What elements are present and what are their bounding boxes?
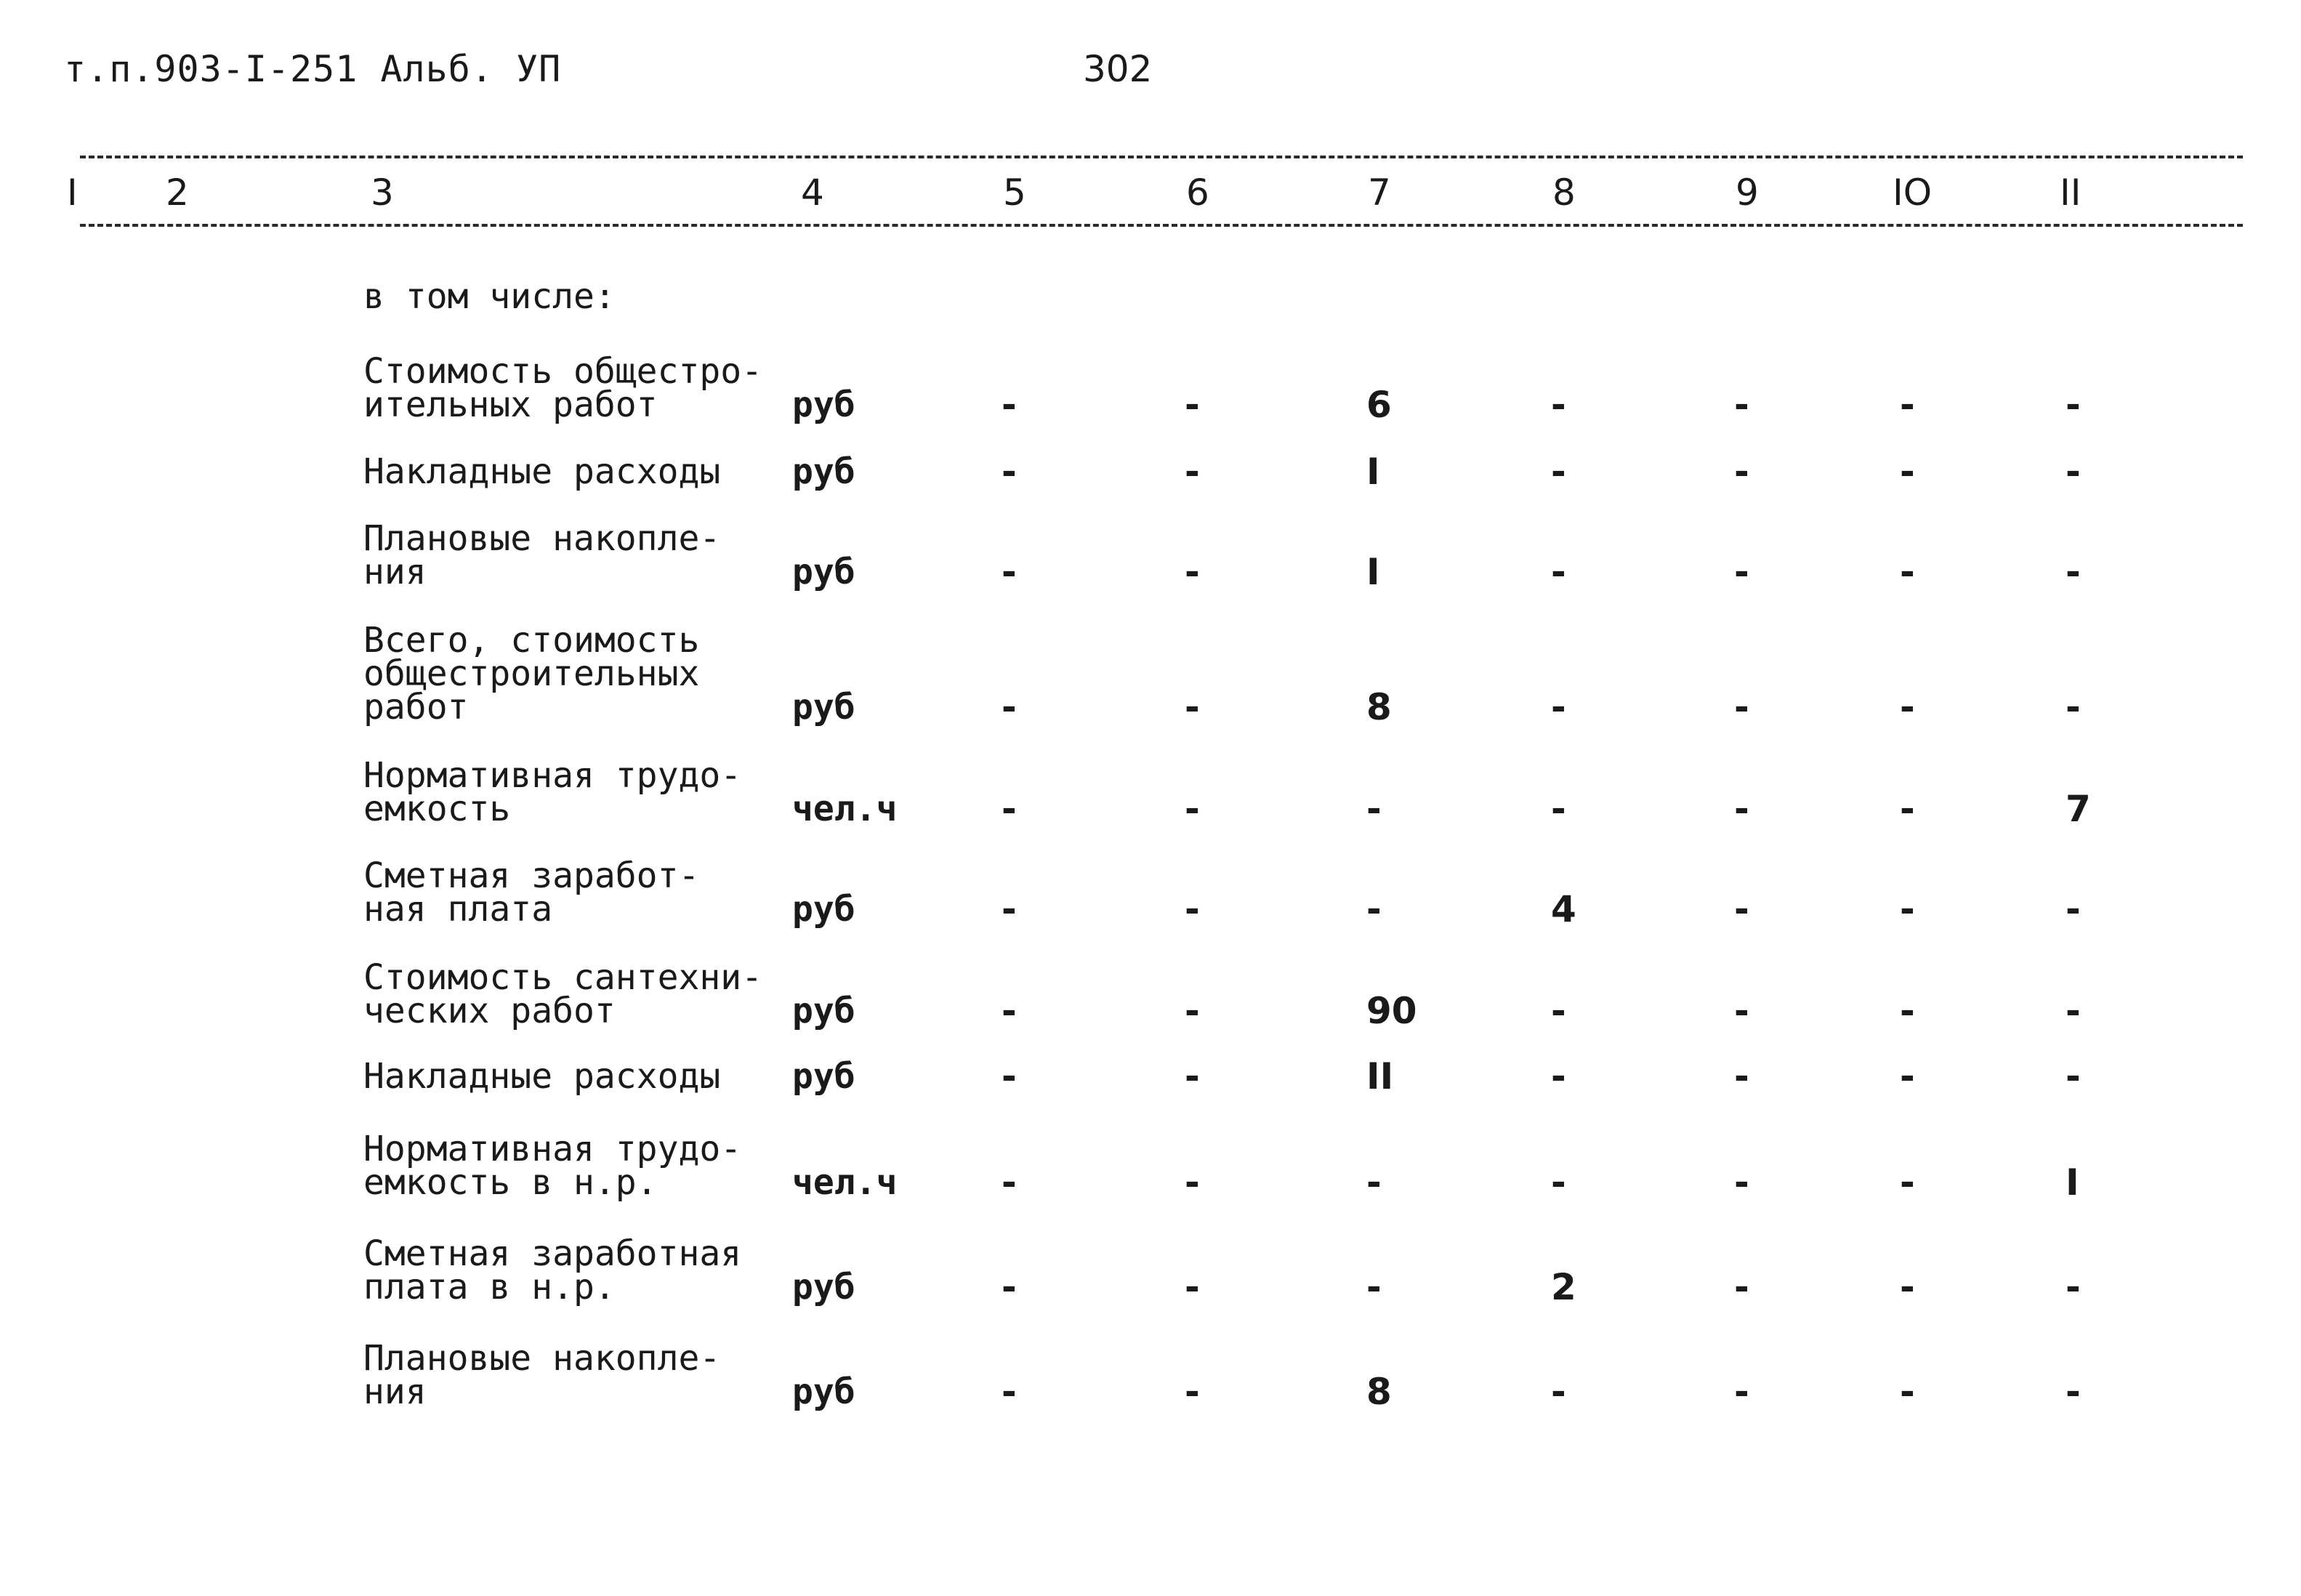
column-number-3: 3 bbox=[371, 172, 394, 214]
cell-col-11: - bbox=[2066, 384, 2081, 426]
cell-col-7: I bbox=[1366, 551, 1380, 593]
cell-col-8: - bbox=[1551, 1055, 1566, 1097]
cell-col-7: 8 bbox=[1366, 1371, 1392, 1413]
row-description: Всего, стоимость общестроительных работ bbox=[363, 620, 700, 728]
cell-col-10: - bbox=[1900, 1371, 1915, 1413]
cell-col-11: - bbox=[2066, 990, 2081, 1032]
cell-col-9: - bbox=[1734, 990, 1749, 1032]
table-header-bottom-rule bbox=[80, 224, 2243, 227]
column-number-2: 2 bbox=[166, 172, 189, 214]
cell-col-8: - bbox=[1551, 551, 1566, 593]
row-description: Стоимость общестро- ительных работ bbox=[363, 351, 763, 425]
table-row bbox=[0, 755, 2301, 830]
cell-col-10: - bbox=[1900, 451, 1915, 493]
table-row bbox=[0, 957, 2301, 1032]
cell-col-8: - bbox=[1551, 451, 1566, 493]
cell-col-11: - bbox=[2066, 888, 2081, 930]
cell-col-11: - bbox=[2066, 1055, 2081, 1097]
row-unit: чел.ч bbox=[792, 789, 898, 829]
cell-col-8: 2 bbox=[1551, 1266, 1576, 1308]
column-number-5: 5 bbox=[1003, 172, 1026, 214]
table-row bbox=[0, 620, 2301, 728]
table-row bbox=[0, 1049, 2301, 1097]
column-number-9: 9 bbox=[1736, 172, 1759, 214]
column-number-11: II bbox=[2060, 172, 2082, 214]
row-description: Накладные расходы bbox=[363, 1056, 721, 1097]
table-row bbox=[0, 1338, 2301, 1413]
row-unit: руб bbox=[792, 889, 855, 930]
cell-col-9: - bbox=[1734, 788, 1749, 830]
cell-col-6: - bbox=[1185, 551, 1200, 593]
cell-col-5: - bbox=[1002, 451, 1017, 493]
table-row bbox=[0, 855, 2301, 930]
row-description: Стоимость сантехни- ческих работ bbox=[363, 957, 763, 1031]
cell-col-9: - bbox=[1734, 1161, 1749, 1204]
cell-col-5: - bbox=[1002, 888, 1017, 930]
cell-col-10: - bbox=[1900, 1266, 1915, 1308]
cell-col-5: - bbox=[1002, 686, 1017, 728]
cell-col-11: - bbox=[2066, 1371, 2081, 1413]
cell-col-8: - bbox=[1551, 1371, 1566, 1413]
cell-col-7: 8 bbox=[1366, 686, 1392, 728]
cell-col-7: - bbox=[1366, 1161, 1382, 1204]
cell-col-6: - bbox=[1185, 990, 1200, 1032]
row-description: Плановые накопле- ния bbox=[363, 518, 721, 592]
cell-col-7: - bbox=[1366, 1266, 1382, 1308]
cell-col-6: - bbox=[1185, 451, 1200, 493]
row-description: Нормативная трудо- емкость в н.р. bbox=[363, 1129, 742, 1203]
row-description: Сметная заработная плата в н.р. bbox=[363, 1233, 742, 1307]
row-unit: руб bbox=[792, 1371, 855, 1412]
cell-col-10: - bbox=[1900, 384, 1915, 426]
cell-col-7: 90 bbox=[1366, 990, 1417, 1032]
cell-col-9: - bbox=[1734, 551, 1749, 593]
row-unit: руб bbox=[792, 1056, 855, 1097]
table-row bbox=[0, 445, 2301, 493]
cell-col-5: - bbox=[1002, 551, 1017, 593]
table-row bbox=[0, 1129, 2301, 1204]
cell-col-9: - bbox=[1734, 1266, 1749, 1308]
table-row bbox=[0, 518, 2301, 593]
cell-col-6: - bbox=[1185, 888, 1200, 930]
cell-col-10: - bbox=[1900, 1055, 1915, 1097]
cell-col-11: - bbox=[2066, 686, 2081, 728]
cell-col-10: - bbox=[1900, 990, 1915, 1032]
cell-col-6: - bbox=[1185, 1371, 1200, 1413]
row-description: Нормативная трудо- емкость bbox=[363, 755, 742, 829]
cell-col-10: - bbox=[1900, 1161, 1915, 1204]
cell-col-8: - bbox=[1551, 1161, 1566, 1204]
cell-col-11: - bbox=[2066, 551, 2081, 593]
table-header-top-rule bbox=[80, 156, 2243, 158]
cell-col-9: - bbox=[1734, 686, 1749, 728]
row-unit: руб bbox=[792, 991, 855, 1031]
cell-col-9: - bbox=[1734, 1055, 1749, 1097]
cell-col-7: I bbox=[1366, 451, 1380, 493]
cell-col-5: - bbox=[1002, 1266, 1017, 1308]
cell-col-9: - bbox=[1734, 384, 1749, 426]
document-reference: т.п.903-I-251 Альб. УП bbox=[64, 48, 562, 90]
cell-col-7: II bbox=[1366, 1055, 1394, 1097]
column-number-4: 4 bbox=[801, 172, 824, 214]
cell-col-5: - bbox=[1002, 1055, 1017, 1097]
row-unit: руб bbox=[792, 1267, 855, 1307]
cell-col-8: - bbox=[1551, 686, 1566, 728]
cell-col-11: - bbox=[2066, 451, 2081, 493]
cell-col-6: - bbox=[1185, 1266, 1200, 1308]
cell-col-10: - bbox=[1900, 686, 1915, 728]
cell-col-11: - bbox=[2066, 1266, 2081, 1308]
cell-col-10: - bbox=[1900, 551, 1915, 593]
cell-col-5: - bbox=[1002, 384, 1017, 426]
column-number-8: 8 bbox=[1552, 172, 1576, 214]
cell-col-11: 7 bbox=[2066, 788, 2091, 830]
cell-col-6: - bbox=[1185, 686, 1200, 728]
cell-col-7: 6 bbox=[1366, 384, 1392, 426]
row-unit: чел.ч bbox=[792, 1162, 898, 1203]
cell-col-8: - bbox=[1551, 788, 1566, 830]
cell-col-9: - bbox=[1734, 888, 1749, 930]
cell-col-6: - bbox=[1185, 384, 1200, 426]
row-unit: руб bbox=[792, 451, 855, 492]
cell-col-5: - bbox=[1002, 1161, 1017, 1204]
cell-col-10: - bbox=[1900, 788, 1915, 830]
cell-col-7: - bbox=[1366, 788, 1382, 830]
row-unit: руб bbox=[792, 384, 855, 425]
column-number-1: I bbox=[67, 172, 78, 214]
section-label: в том числе: bbox=[363, 276, 616, 317]
cell-col-11: I bbox=[2066, 1161, 2079, 1204]
row-description: Сметная заработ- ная плата bbox=[363, 855, 700, 930]
cell-col-8: 4 bbox=[1551, 888, 1576, 930]
column-number-7: 7 bbox=[1368, 172, 1391, 214]
cell-col-5: - bbox=[1002, 990, 1017, 1032]
cell-col-5: - bbox=[1002, 1371, 1017, 1413]
cell-col-6: - bbox=[1185, 1055, 1200, 1097]
row-description: Плановые накопле- ния bbox=[363, 1338, 721, 1412]
table-row bbox=[0, 1233, 2301, 1308]
row-unit: руб bbox=[792, 687, 855, 728]
cell-col-8: - bbox=[1551, 384, 1566, 426]
cell-col-8: - bbox=[1551, 990, 1566, 1032]
page-number: 302 bbox=[1083, 48, 1153, 90]
cell-col-9: - bbox=[1734, 451, 1749, 493]
cell-col-9: - bbox=[1734, 1371, 1749, 1413]
cell-col-6: - bbox=[1185, 1161, 1200, 1204]
cell-col-10: - bbox=[1900, 888, 1915, 930]
cell-col-7: - bbox=[1366, 888, 1382, 930]
cell-col-6: - bbox=[1185, 788, 1200, 830]
row-unit: руб bbox=[792, 552, 855, 592]
row-description: Накладные расходы bbox=[363, 451, 721, 492]
column-number-10: IO bbox=[1893, 172, 1933, 214]
cell-col-5: - bbox=[1002, 788, 1017, 830]
table-row bbox=[0, 351, 2301, 426]
column-number-6: 6 bbox=[1186, 172, 1209, 214]
